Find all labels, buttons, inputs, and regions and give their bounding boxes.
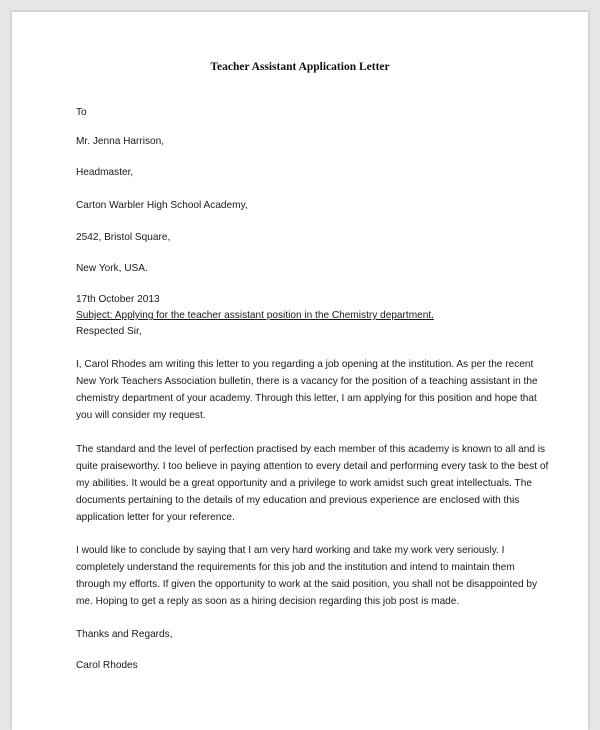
paragraph-line: The standard and the level of perfection practised by each member of this academy is known to all and is [76, 444, 546, 455]
letter-date: 17th October 2013 [76, 294, 160, 305]
address-street: 2542, Bristol Square, [76, 232, 171, 243]
signature-name: Carol Rhodes [76, 660, 138, 671]
paragraph-line: completely understand the requirements for this job and the institution and intend to maintain them [76, 562, 515, 573]
paragraph-line: documents pertaining to the details of my education and previous experience are enclosed with this [76, 495, 520, 506]
to-line: To [76, 107, 87, 118]
school-name: Carton Warbler High School Academy, [76, 200, 248, 211]
recipient-name: Mr. Jenna Harrison, [76, 136, 165, 147]
letter-title: Teacher Assistant Application Letter [210, 61, 390, 73]
paragraph-line: I would like to conclude by saying that I am very hard working and take my work very seriously. I [76, 545, 505, 556]
paragraph-line: New York Teachers Association bulletin, there is a vacancy for the position of a teaching assistant in the [76, 376, 538, 387]
paragraph-line: I, Carol Rhodes am writing this letter to you regarding a job opening at the institution. As per the recent [76, 359, 534, 370]
paragraph-line: application letter for your reference. [76, 512, 235, 523]
paragraph-line: my abilities. It would be a great opportunity and a privilege to work amidst such great intellectuals. The [76, 478, 532, 489]
paragraph-line: quite praiseworthy. I too believe in paying attention to every detail and performing every task to the best of [76, 461, 549, 472]
paragraph-line: me. Hoping to get a reply as soon as a hiring decision regarding this job post is made. [76, 596, 460, 607]
paragraph-line: chemistry department of your academy. Through this letter, I am applying for this position and hope that [76, 393, 537, 404]
document-page [12, 12, 588, 730]
paragraph-line: you will consider my request. [76, 410, 206, 421]
closing: Thanks and Regards, [76, 629, 173, 640]
paragraph-line: through my efforts. If given the opportunity to work at the said position, you shall not be disappointed by [76, 579, 538, 590]
address-city: New York, USA. [76, 263, 148, 274]
subject-line: Subject: Applying for the teacher assistant position in the Chemistry department. [76, 310, 434, 321]
salutation: Respected Sir, [76, 326, 142, 337]
recipient-title: Headmaster, [76, 167, 134, 178]
